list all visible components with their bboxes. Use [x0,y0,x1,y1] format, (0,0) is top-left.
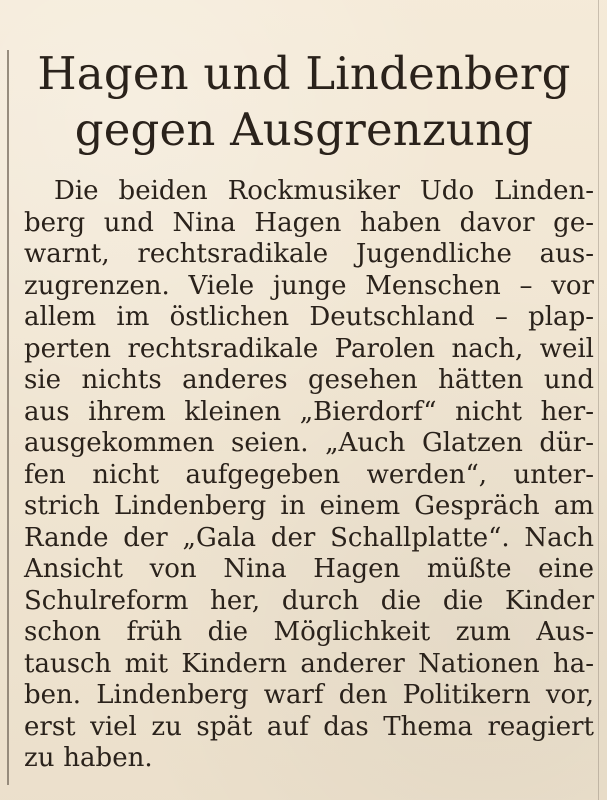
article-line: fen nicht aufgegeben werden“, unter- [24,459,594,490]
article-line: sie nichts anderes gesehen hätten und [24,365,594,395]
article-line: perten rechtsradikale Parolen nach, weil [24,333,594,364]
article-line: schon früh die Möglichkeit zum Aus- [24,617,594,647]
article-line: zu haben. [24,743,153,773]
article-body [24,176,594,775]
article-line: Ansicht von Nina Hagen müßte eine [24,554,594,584]
article-line: warnt, rechtsradikale Jugendliche aus- [24,239,594,269]
article-line: aus ihrem kleinen „Bierdorf“ nicht her- [24,396,594,427]
article-headline [28,46,580,158]
article-line: erst viel zu spät auf das Thema reagiert [24,711,594,742]
headline-line-1: Hagen und Lindenberg [37,47,571,100]
article-line: Rande der „Gala der Schallplatte“. Nach [24,522,594,553]
article-line: tausch mit Kindern anderer Nationen ha- [24,648,594,679]
article-line: allem im östlichen Deutschland – plap- [24,302,594,332]
article-line: Die beiden Rockmusiker Udo Linden- [54,176,594,206]
article-line: ausgekommen seien. „Auch Glatzen dür- [24,428,594,458]
article-line: Schulreform her, durch die die Kinder [24,585,594,616]
article-line: berg und Nina Hagen haben davor ge- [24,207,594,238]
right-edge-rule [598,0,599,800]
article-line: strich Lindenberg in einem Gespräch am [24,491,594,521]
article-line: zugrenzen. Viele junge Menschen – vor [24,270,594,301]
headline-line-2: gegen Ausgrenzung [74,103,534,156]
left-column-rule [7,50,9,785]
article-line: ben. Lindenberg warf den Politikern vor, [24,680,594,710]
